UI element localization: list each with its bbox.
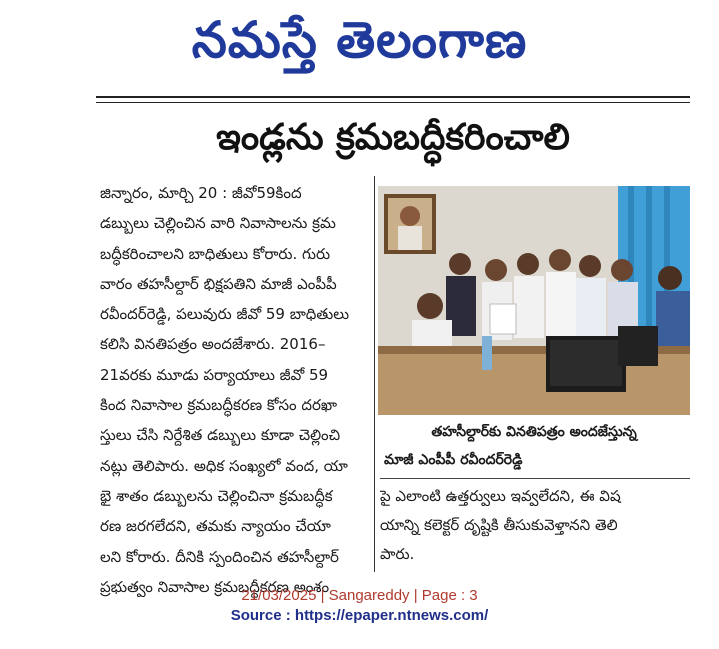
article-line: కలిసి వినతిపత్రం అందజేశారు. 2016–: [100, 335, 326, 354]
article-line: 21వరకు మూడు పర్యాయాలు జీవో 59: [100, 365, 329, 384]
article-line: నట్లు తెలిపారు. అధిక సంఖ్యలో వంద, యా: [100, 456, 348, 475]
article-line: లని కోరారు. దీనికి స్పందించిన తహసీల్దార్: [100, 547, 339, 566]
caption-line: తహసీల్దార్‌కు వినతిపత్రం అందజేస్తున్న: [431, 424, 637, 440]
article-line: యాన్ని కలెక్టర్ దృష్టికి తీసుకువెళ్తానని తెలి: [380, 516, 618, 534]
article-line: భై శాతం డబ్బులను చెల్లించినా క్రమబద్ధీక: [100, 486, 333, 505]
caption-divider: [380, 478, 690, 479]
article-column-right: [380, 482, 690, 569]
headline-top-rule: [96, 96, 690, 98]
masthead: [0, 0, 719, 84]
source-link[interactable]: Source : https://epaper.ntnews.com/: [230, 607, 489, 624]
article-line: వారం తహసీల్దార్ భిక్షపతిని మాజీ ఎంపీపీ: [100, 274, 337, 293]
caption-line: మాజీ ఎంపీపీ రవీందర్‌రెడ్డి: [384, 452, 523, 468]
article-line: రవీందర్‌రెడ్డి, పలువురు జీవో 59 బాధితులు: [100, 305, 350, 324]
article-line: బద్ధీకరించాలని బాధితులు కోరారు. గురు: [100, 244, 331, 263]
headline-bottom-rule: [96, 102, 690, 103]
column-divider: [374, 176, 375, 572]
article-headline: ఇండ్లను క్రమబద్ధీకరించాలి: [216, 117, 570, 158]
article-column-left: [100, 178, 368, 602]
article-line: కింద నివాసాల క్రమబద్ధీకరణ కోసం దరఖా: [100, 396, 337, 415]
article-line: ప్రభుత్వం నివాసాల క్రమబద్ధీకరణ అంశం: [100, 577, 330, 596]
page-footer: [0, 586, 719, 626]
office-meeting-photo: [378, 186, 690, 415]
article-line: జిన్నారం, మార్చి 20 : జీవో59కింద: [100, 184, 302, 202]
edition-info: 21/03/2025 | Sangareddy | Page : 3: [241, 587, 478, 604]
article-line: పై ఎలాంటి ఉత్తర్వులు ఇవ్వలేదని, ఈ విష: [380, 487, 621, 505]
article-line: పారు.: [380, 545, 415, 563]
article-line: స్తులు చేసి నిర్దేశిత డబ్బులు కూడా చెల్లించి: [100, 426, 341, 445]
article-line: రణ జరగలేదని, తమకు న్యాయం చేయా: [100, 517, 331, 536]
news-photo: [378, 186, 690, 415]
newspaper-name: నమస్తే తెలంగాణ: [191, 11, 528, 69]
article-line: డబ్బులు చెల్లించిన వారి నివాసాలను క్రమ: [100, 214, 336, 233]
photo-caption: [380, 418, 688, 476]
